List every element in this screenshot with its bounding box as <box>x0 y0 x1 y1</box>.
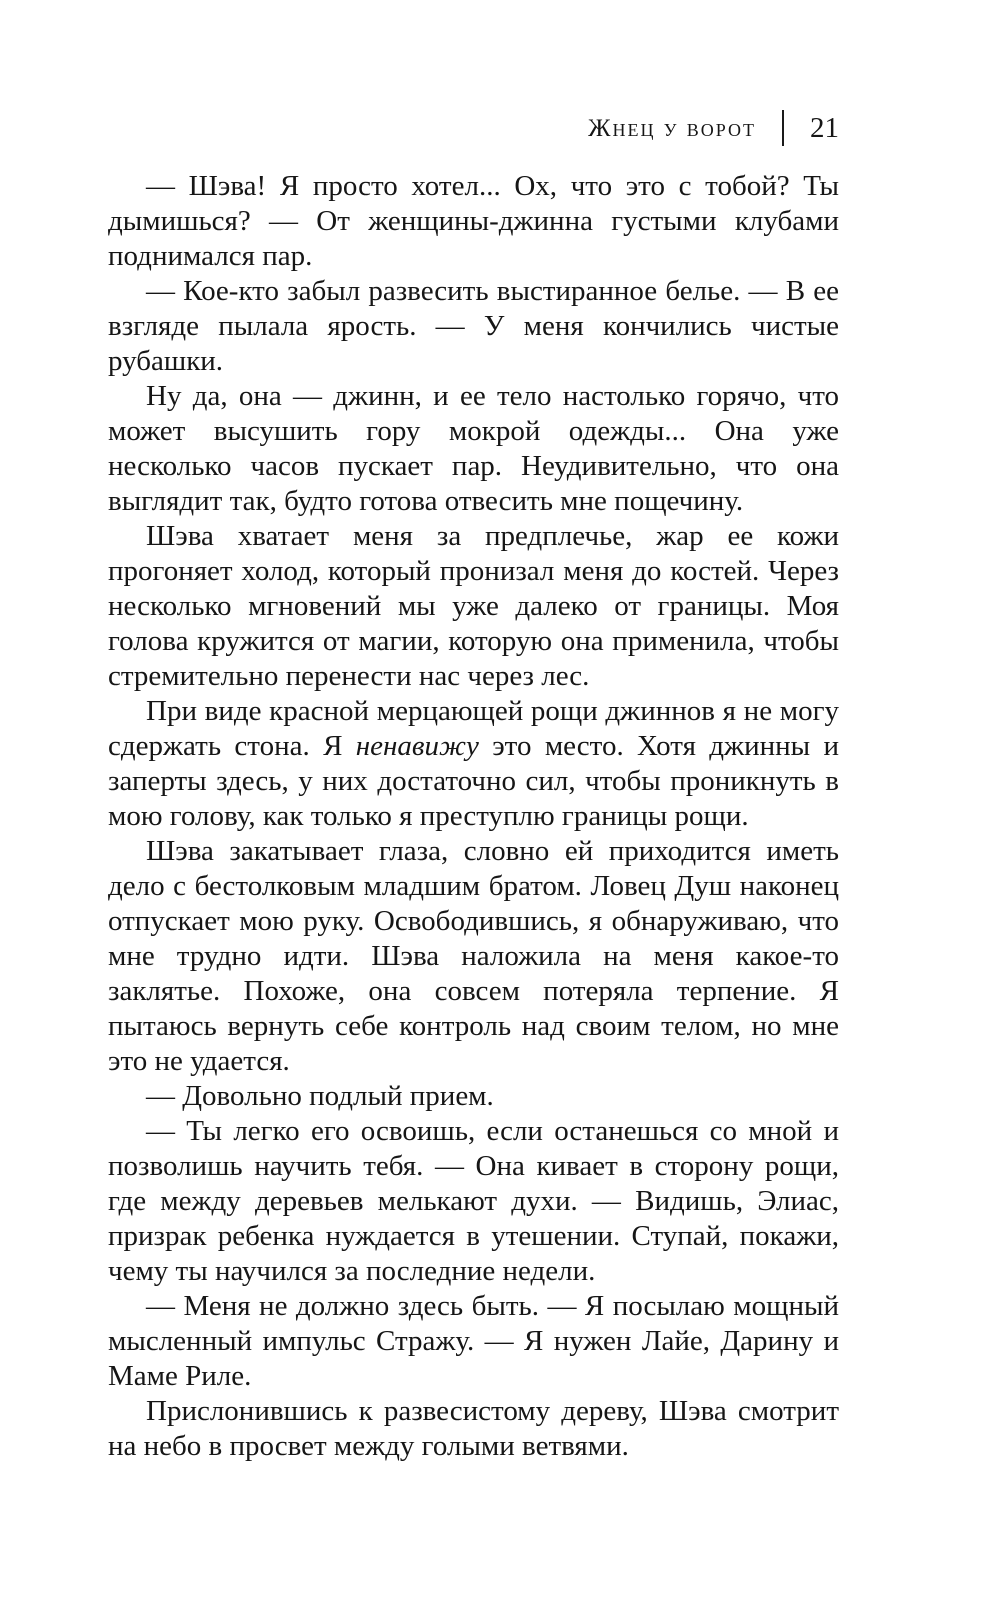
header-divider <box>782 110 784 146</box>
paragraph <box>108 1394 839 1464</box>
paragraph-text: Ну да, она — джинн, и ее тело настолько горячо, что может высушить гору мокрой одежды... Она уже несколько часов пускает пар. Неудивительно, что она выглядит так, будто готова отвесить мне пощечину. <box>108 380 839 517</box>
page-body <box>108 169 839 1464</box>
paragraph <box>108 519 839 694</box>
paragraph <box>108 379 839 519</box>
paragraph-text-italic: ненавижу <box>355 730 479 762</box>
paragraph-text: — Ты легко его освоишь, если останешься со мной и позволишь научить тебя. — Она кивает в сторону рощи, где между деревьев мелькают духи. — Видишь, Элиас, призрак ребенка нуждается в утешении. Ступай, покажи, чему ты научился за последние недели. <box>108 1115 839 1287</box>
paragraph-text: Шэва закатывает глаза, словно ей приходится иметь дело с бестолковым младшим братом. Ловец Душ наконец отпускает мою руку. Освободившись, я обнаруживаю, что мне трудно идти. Шэва наложила на меня какое-то заклятье. Похоже, она совсем потеряла терпение. Я пытаюсь вернуть себе контроль над своим телом, но мне это не удается. <box>108 835 839 1077</box>
paragraph-text: Шэва хватает меня за предплечье, жар ее кожи прогоняет холод, который пронизал меня до костей. Через несколько мгновений мы уже далеко от границы. Моя голова кружится от магии, которую она применила, чтобы стремительно перенести нас через лес. <box>108 520 839 692</box>
paragraph-text: — Довольно подлый прием. <box>146 1080 494 1112</box>
paragraph-text: — Меня не должно здесь быть. — Я посылаю мощный мысленный импульс Стражу. — Я нужен Лайе, Дарину и Маме Риле. <box>108 1290 839 1392</box>
paragraph-text: — Кое-кто забыл развесить выстиранное белье. — В ее взгляде пылала ярость. — У меня кончились чистые рубашки. <box>108 275 839 377</box>
paragraph-text: — Шэва! Я просто хотел... Ох, что это с тобой? Ты дымишься? — От женщины-джинна густыми клубами поднимался пар. <box>108 170 839 272</box>
paragraph <box>108 834 839 1079</box>
paragraph-text: Прислонившись к развесистому дереву, Шэва смотрит на небо в просвет между голыми ветвями. <box>108 1395 839 1462</box>
paragraph <box>108 1289 839 1394</box>
running-title: Жнец у ворот <box>588 114 756 142</box>
paragraph-text: это место. Хотя джинны и заперты здесь, у них достаточно сил, чтобы проникнуть в мою голову, как только я преступлю границы рощи. <box>108 730 839 832</box>
paragraph <box>108 274 839 379</box>
page-number: 21 <box>810 111 839 144</box>
paragraph <box>108 1079 839 1114</box>
paragraph <box>108 169 839 274</box>
paragraph <box>108 1114 839 1289</box>
paragraph <box>108 694 839 834</box>
paragraph-text: При виде красной мерцающей рощи джиннов я не могу сдержать стона. Я <box>108 695 839 762</box>
running-header <box>108 110 839 146</box>
